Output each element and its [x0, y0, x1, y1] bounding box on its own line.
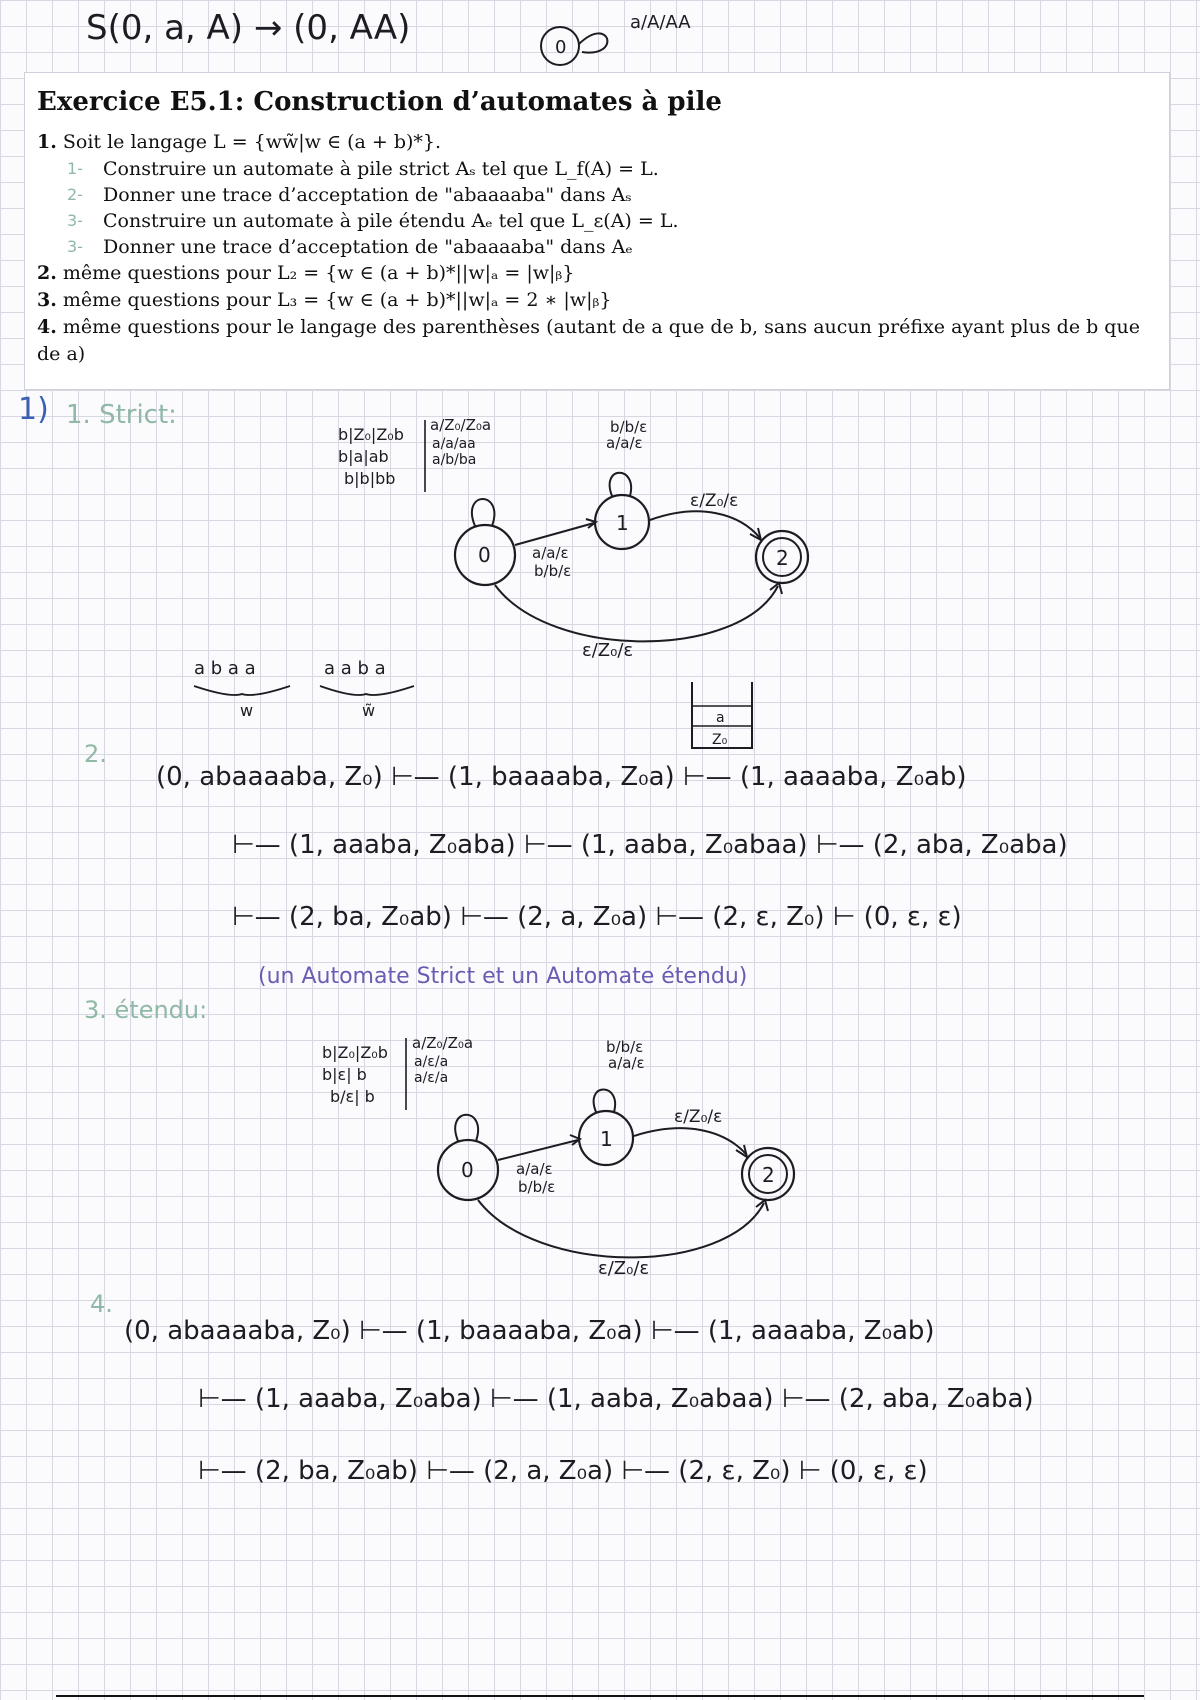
loop1-label: a/a/ε: [606, 434, 643, 452]
t01-label: a/a/ε: [516, 1160, 553, 1178]
turnstile: ⊢: [523, 830, 547, 860]
item-text: Construire un automate à pile strict Aₛ tel que L_f(A) = L.: [103, 158, 659, 180]
config: (2, ε, Z₀): [712, 902, 825, 932]
exercise-statement: [24, 72, 1170, 390]
section-1-heading: 1. Strict:: [66, 400, 177, 430]
turnstile: ⊢: [232, 830, 255, 860]
turnstile: ⊢: [426, 1456, 449, 1486]
transition-1-2: [634, 1128, 746, 1154]
loop0-label: b|b|bb: [344, 469, 396, 488]
loop-1: [594, 1090, 615, 1113]
state-1-label: 1: [616, 511, 629, 535]
turnstile: ⊢: [655, 902, 679, 932]
stack-top: a: [716, 710, 725, 726]
state-2-label: 2: [762, 1163, 775, 1187]
turnstile: ⊢: [198, 1384, 221, 1414]
header-loop-label: a/A/AA: [630, 12, 691, 33]
question-1-item: [37, 182, 1157, 208]
word-right: a a b a: [324, 658, 386, 679]
word-right-label: w̃: [362, 701, 376, 720]
turnstile: ⊢: [781, 1384, 805, 1414]
config: (1, aaaaba, Z₀ab): [739, 762, 967, 792]
automaton-strict-diagram: [320, 410, 840, 670]
turnstile: ⊢: [232, 902, 255, 932]
question-1-item: [37, 156, 1157, 182]
item-mark: 3-: [67, 211, 83, 230]
turnstile: ⊢: [460, 902, 483, 932]
loop-0: [455, 1115, 478, 1141]
config: (1, aaaba, Z₀aba): [288, 830, 516, 860]
question-1-item: [37, 208, 1157, 234]
item-text: Donner une trace d’acceptation de "abaaaaba" dans Aₑ: [103, 236, 633, 258]
trace-strict-line-1: (0, abaaaaba, Z₀) ⊢— (1, baaaaba, Z₀a) ⊢— (1, aaaaba, Z₀ab): [156, 762, 967, 792]
trace-extended-line-2: ⊢— (1, aaaba, Z₀aba) ⊢— (1, aaba, Z₀abaa) ⊢— (2, aba, Z₀aba): [198, 1384, 1034, 1414]
config: (1, aaba, Z₀abaa): [580, 830, 808, 860]
loop0-label: b|a|ab: [338, 447, 389, 466]
question-1: [37, 129, 1157, 156]
config: (0, abaaaaba, Z₀): [124, 1316, 351, 1346]
trace-extended-line-3: ⊢— (2, ba, Z₀ab) ⊢— (2, a, Z₀a) ⊢— (2, ε, Z₀) ⊢ (0, ε, ε): [198, 1456, 928, 1486]
config: (1, aaaaba, Z₀ab): [707, 1316, 935, 1346]
item-mark: 2-: [67, 185, 83, 204]
header-loop-state: 0: [555, 37, 567, 58]
transition-0-1: [515, 523, 594, 545]
question-4-text: même questions pour le langage des parenthèses (autant de a que de b, sans aucun préfixe ayant plus de b que de a): [37, 316, 1140, 365]
t12-label: ε/Z₀/ε: [674, 1107, 723, 1127]
question-1-number: 1.: [37, 131, 57, 153]
config: (2, a, Z₀a): [483, 1456, 614, 1486]
config: (2, ba, Z₀ab): [254, 1456, 418, 1486]
turnstile: ⊢: [832, 902, 856, 932]
turnstile: ⊢: [682, 762, 706, 792]
loop0-label: a/ε/a: [414, 1054, 449, 1070]
config: (2, ε, Z₀): [678, 1456, 791, 1486]
question-3: [37, 287, 1157, 314]
config: (2, aba, Z₀aba): [838, 1384, 1034, 1414]
loop0-label: a/ε/a: [414, 1070, 449, 1086]
t01-label: b/b/ε: [518, 1178, 556, 1196]
question-4: [37, 314, 1157, 368]
stack-bottom: Z₀: [712, 732, 728, 748]
word-split-annotation: [190, 650, 430, 720]
question-4-number: 4.: [37, 316, 57, 338]
exercise-title: Exercice E5.1: Construction d’automates à pile: [37, 87, 722, 117]
strict-vs-extended-note: (un Automate Strict et un Automate étendu): [258, 964, 748, 989]
turnstile: ⊢: [815, 830, 839, 860]
header-transition: S(0, a, A) → (0, AA): [86, 8, 411, 48]
section-4-heading: 4.: [90, 1290, 113, 1318]
config: (2, a, Z₀a): [517, 902, 648, 932]
question-2-text: même questions pour L₂ = {w ∈ (a + b)*||w|ₐ = |w|ᵦ}: [62, 262, 575, 284]
part-1-mark: 1): [18, 392, 49, 427]
section-2-heading: 2.: [84, 740, 107, 768]
config: (0, ε, ε): [863, 902, 962, 932]
state-1-label: 1: [600, 1127, 613, 1151]
config: (1, aaaba, Z₀aba): [254, 1384, 482, 1414]
trace-strict-line-3: ⊢— (2, ba, Z₀ab) ⊢— (2, a, Z₀a) ⊢— (2, ε, Z₀) ⊢ (0, ε, ε): [232, 902, 962, 932]
loop-0: [472, 499, 494, 526]
question-1-item: [37, 234, 1157, 260]
turnstile: ⊢: [798, 1456, 822, 1486]
turnstile: ⊢: [198, 1456, 221, 1486]
transition-0-2: [495, 585, 778, 641]
item-text: Construire un automate à pile étendu Aₑ tel que L_ε(A) = L.: [103, 210, 679, 232]
turnstile: ⊢: [650, 1316, 674, 1346]
config: (2, ba, Z₀ab): [288, 902, 452, 932]
question-2: [37, 260, 1157, 287]
turnstile: ⊢: [359, 1316, 382, 1346]
stack-diagram: [688, 680, 758, 752]
loop0-label: b|ε| b: [322, 1065, 367, 1084]
trace-extended-line-1: (0, abaaaaba, Z₀) ⊢— (1, baaaaba, Z₀a) ⊢— (1, aaaaba, Z₀ab): [124, 1316, 935, 1346]
state-0-label: 0: [478, 543, 491, 567]
loop0-label: b|Z₀|Z₀b: [322, 1043, 388, 1062]
config: (1, baaaaba, Z₀a): [415, 1316, 643, 1346]
config: (0, ε, ε): [829, 1456, 928, 1486]
question-3-number: 3.: [37, 289, 57, 311]
config: (1, baaaaba, Z₀a): [447, 762, 675, 792]
item-mark: 1-: [67, 159, 83, 178]
config: (1, aaba, Z₀abaa): [546, 1384, 774, 1414]
loop1-label: b/b/ε: [606, 1038, 644, 1056]
config: (0, abaaaaba, Z₀): [156, 762, 383, 792]
automaton-extended-diagram: [306, 1030, 826, 1290]
loop-1: [610, 473, 631, 496]
loop0-label: b|Z₀|Z₀b: [338, 425, 404, 444]
t01-label: a/a/ε: [532, 544, 569, 562]
turnstile: ⊢: [489, 1384, 513, 1414]
question-1-text: Soit le langage L = {ww̃|w ∈ (a + b)*}.: [62, 131, 442, 153]
t02-label: ε/Z₀/ε: [582, 640, 634, 661]
question-2-number: 2.: [37, 262, 57, 284]
loop1-label: b/b/ε: [610, 418, 648, 436]
t12-label: ε/Z₀/ε: [690, 491, 739, 511]
loop0-label: a/Z₀/Z₀a: [430, 416, 492, 434]
t01-label: b/b/ε: [534, 562, 572, 580]
loop0-label: a/b/ba: [432, 452, 477, 468]
state-0-label: 0: [461, 1158, 474, 1182]
transition-0-2: [478, 1200, 764, 1257]
loop1-label: a/a/ε: [608, 1054, 645, 1072]
item-text: Donner une trace d’acceptation de "abaaaaba" dans Aₛ: [103, 184, 632, 206]
turnstile: ⊢: [391, 762, 414, 792]
word-left-label: w: [240, 701, 254, 720]
transition-1-2: [650, 511, 760, 538]
trace-strict-line-2: ⊢— (1, aaaba, Z₀aba) ⊢— (1, aaba, Z₀abaa) ⊢— (2, aba, Z₀aba): [232, 830, 1068, 860]
loop0-label: b/ε| b: [330, 1087, 375, 1106]
t02-label: ε/Z₀/ε: [598, 1258, 650, 1279]
item-mark: 3-: [67, 237, 83, 256]
page-bottom-rule: [56, 1695, 1144, 1697]
turnstile: ⊢: [621, 1456, 645, 1486]
header-loop-diagram: [530, 6, 760, 72]
transition-0-1: [498, 1140, 578, 1160]
state-2-label: 2: [776, 546, 789, 570]
word-left: a b a a: [194, 658, 256, 679]
question-3-text: même questions pour L₃ = {w ∈ (a + b)*||w|ₐ = 2 ∗ |w|ᵦ}: [62, 289, 612, 311]
loop0-label: a/Z₀/Z₀a: [412, 1034, 474, 1052]
section-3-heading: 3. étendu:: [84, 996, 208, 1024]
loop0-label: a/a/aa: [432, 436, 476, 452]
config: (2, aba, Z₀aba): [872, 830, 1068, 860]
